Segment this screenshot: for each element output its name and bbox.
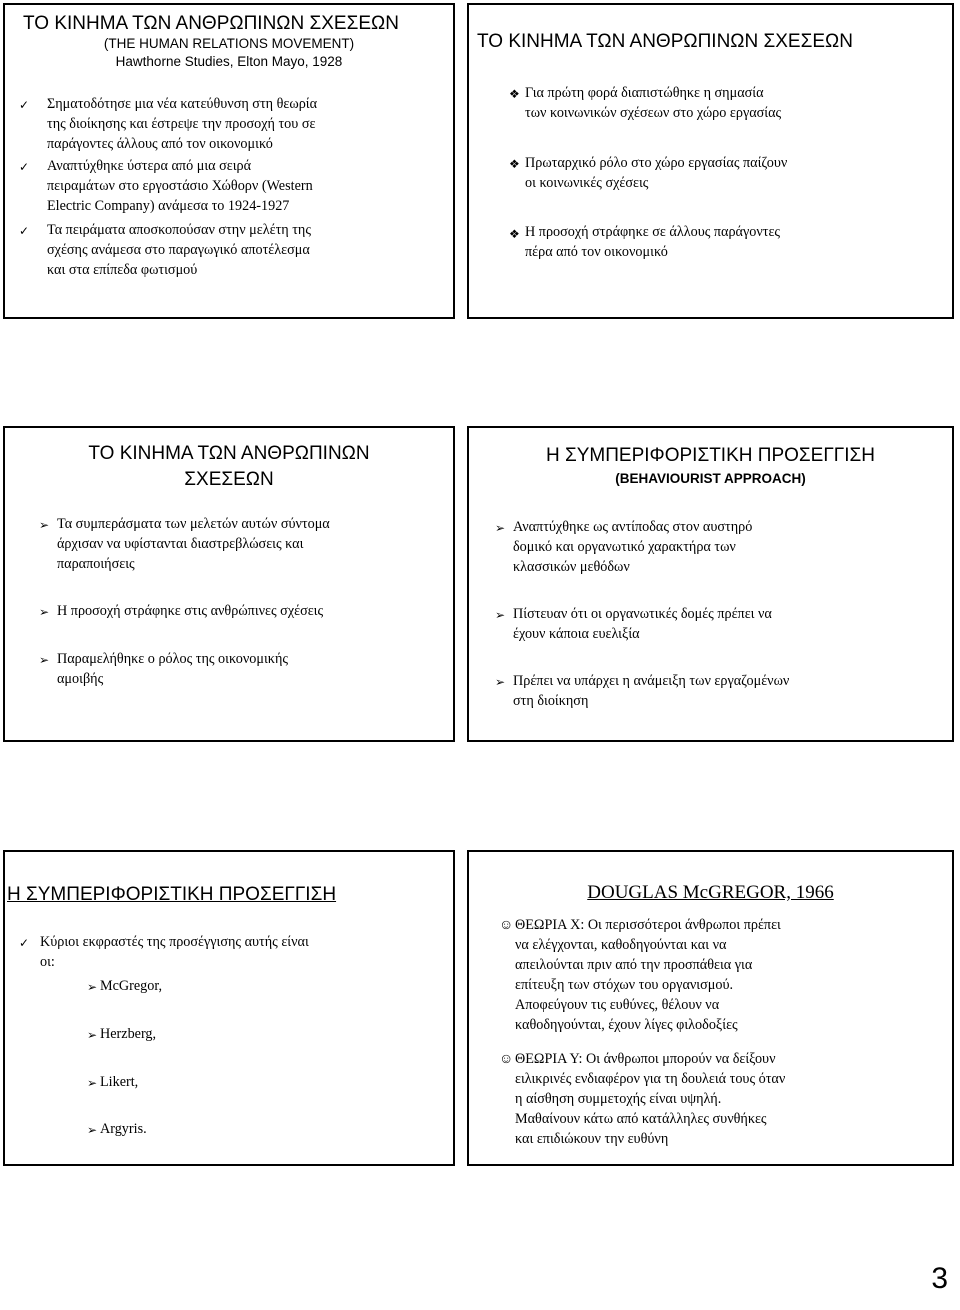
diamond-bullet-icon: ❖	[509, 227, 520, 241]
slide-subtitle-2: Hawthorne Studies, Elton Mayo, 1928	[115, 54, 343, 69]
arrow-bullet-icon: ➢	[87, 1123, 98, 1137]
slide-title: ΤΟ ΚΙΝΗΜΑ ΤΩΝ ΑΝΘΡΩΠΙΝΩΝ	[88, 443, 370, 464]
arrow-bullet-icon: ➢	[495, 608, 506, 622]
check-icon: ✓	[19, 936, 30, 950]
slide-human-relations-intro	[3, 3, 455, 319]
arrow-bullet-icon: ➢	[495, 521, 506, 535]
slide-behaviourist-representatives	[3, 850, 455, 1166]
arrow-bullet-icon: ➢	[39, 518, 50, 532]
slide-behaviourist-approach	[467, 426, 954, 742]
list-item: Herzberg,	[100, 1026, 157, 1042]
diamond-bullet-icon: ❖	[509, 87, 520, 101]
list-item: ΘΕΩΡΙΑ Χ: Οι περισσότεροι άνθρωποι πρέπει να ελέγχονται, καθοδηγούνται και να απειλούνται πριν από την προσπάθεια για επίτευξη των στόχων του οργανισμού. Αποφεύγουν τις ευθύνες, θέλουν να καθοδηγούνται, έχουν λίγες φιλοδοξίες	[515, 917, 781, 1033]
arrow-bullet-icon: ➢	[87, 1076, 98, 1090]
list-item: Πρέπει να υπάρχει η ανάμειξη των εργαζομένων στη διοίκηση	[513, 673, 790, 709]
slide-human-relations-criticism	[3, 426, 455, 742]
check-icon: ✓	[19, 224, 30, 238]
arrow-bullet-icon: ➢	[39, 605, 50, 619]
list-item: Πίστευαν ότι οι οργανωτικές δομές πρέπει να έχουν κάποια ευελιξία	[513, 606, 772, 642]
list-item: Κύριοι εκφραστές της προσέγγισης αυτής είναι οι:	[40, 934, 309, 970]
slide-human-relations-findings	[467, 3, 954, 319]
slide-title-2: ΣΧΕΣΕΩΝ	[184, 469, 274, 490]
arrow-bullet-icon: ➢	[87, 980, 98, 994]
list-item: Πρωταρχικό ρόλο στο χώρο εργασίας παίζουν οι κοινωνικές σχέσεις	[525, 155, 788, 191]
arrow-bullet-icon: ➢	[87, 1028, 98, 1042]
slide-title: Η ΣΥΜΠΕΡΙΦΟΡΙΣΤΙΚΗ ΠΡΟΣΕΓΓΙΣΗ	[7, 884, 337, 905]
smiley-icon: ☺	[499, 918, 514, 933]
list-item: Η προσοχή στράφηκε σε άλλους παράγοντες πέρα από τον οικονομικό	[525, 224, 781, 260]
slide-subtitle: (BEHAVIOURIST APPROACH)	[615, 471, 806, 486]
slide-mcgregor-theories	[467, 850, 954, 1166]
slide-subtitle: (THE HUMAN RELATIONS MOVEMENT)	[103, 36, 355, 51]
list-item: Τα συμπεράσματα των μελετών αυτών σύντομα άρχισαν να υφίστανται διαστρεβλώσεις και παραποιήσεις	[57, 516, 330, 572]
list-item: Σηματοδότησε μια νέα κατεύθυνση στη θεωρία της διοίκησης και έστρεψε την προσοχή του σε παράγοντες άλλους από τον οικονομικό	[47, 96, 318, 152]
smiley-icon: ☺	[499, 1052, 514, 1067]
slide-title: ΤΟ ΚΙΝΗΜΑ ΤΩΝ ΑΝΘΡΩΠΙΝΩΝ ΣΧΕΣΕΩΝ	[23, 13, 399, 34]
list-item: ΘΕΩΡΙΑ Υ: Οι άνθρωποι μπορούν να δείξουν ειλικρινές ενδιαφέρον για τη δουλειά τους όταν η αίσθηση συμμετοχής είναι υψηλή. Μαθαίνουν κάτω από κατάλληλες συνθήκες και επιδιώκουν την ευθύνη	[515, 1051, 786, 1147]
list-item: Για πρώτη φορά διαπιστώθηκε η σημασία των κοινωνικών σχέσεων στο χώρο εργασίας	[525, 85, 782, 121]
page-number: 3	[931, 1262, 948, 1295]
check-icon: ✓	[19, 98, 30, 112]
arrow-bullet-icon: ➢	[39, 653, 50, 667]
list-item: Likert,	[100, 1074, 139, 1090]
list-item: Η προσοχή στράφηκε στις ανθρώπινες σχέσεις	[57, 603, 324, 619]
diamond-bullet-icon: ❖	[509, 157, 520, 171]
list-item: Αναπτύχθηκε ως αντίποδας στον αυστηρό δομικό και οργανωτικό χαρακτήρα των κλασσικών μεθόδων	[513, 519, 753, 575]
list-item: Παραμελήθηκε ο ρόλος της οικονομικής αμοιβής	[57, 651, 288, 687]
slide-title: Η ΣΥΜΠΕΡΙΦΟΡΙΣΤΙΚΗ ΠΡΟΣΕΓΓΙΣΗ	[545, 445, 876, 466]
list-item: McGregor,	[100, 978, 163, 994]
list-item: Argyris.	[100, 1121, 147, 1137]
slide-title: ΤΟ ΚΙΝΗΜΑ ΤΩΝ ΑΝΘΡΩΠΙΝΩΝ ΣΧΕΣΕΩΝ	[477, 31, 853, 52]
arrow-bullet-icon: ➢	[495, 675, 506, 689]
list-item: Τα πειράματα αποσκοπούσαν στην μελέτη της σχέσης ανάμεσα στο παραγωγικό αποτέλεσμα και στα επίπεδα φωτισμού	[47, 222, 311, 278]
list-item: Αναπτύχθηκε ύστερα από μια σειρά πειραμάτων στο εργοστάσιο Χώθορν (Western Electric Company) ανάμεσα το 1924-1927	[47, 158, 313, 214]
slide-title: DOUGLAS McGREGOR, 1966	[587, 882, 834, 903]
check-icon: ✓	[19, 160, 30, 174]
